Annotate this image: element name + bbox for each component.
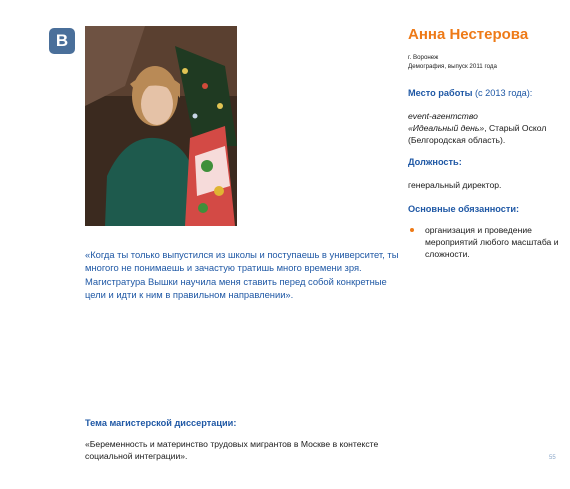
person-name: Анна Нестерова: [408, 26, 529, 43]
bullet-dot: [410, 228, 414, 232]
thesis-block: [85, 418, 415, 462]
position-value: генеральный директор.: [408, 179, 502, 190]
person-city: г. Воронеж: [408, 54, 439, 61]
page-number: 55: [549, 455, 556, 461]
duties-heading: Основные обязанности:: [408, 203, 520, 214]
portrait-photo: [85, 26, 237, 226]
profile-panel: [408, 26, 564, 260]
thesis-title: «Беременность и материнство трудовых мигрантов в Москве в контексте социальной интеграции».: [85, 439, 379, 462]
person-program: Демография, выпуск 2011 года: [408, 63, 497, 70]
duty-item: [408, 224, 564, 261]
vk-icon[interactable]: B: [49, 28, 75, 54]
workplace-heading: Место работы (с 2013 года):: [408, 88, 533, 98]
workplace-value: event-агентство «Идеальный день», Старый Оскол (Белгородская область).: [408, 111, 547, 146]
position-heading: Должность:: [408, 156, 462, 167]
quote-text: «Когда ты только выпустился из школы и поступаешь в университет, ты многого не понимаешь и зачастую тратишь много времени зря. Магистратура Вышки научила меня ставить перед собой конкретные цели и идти к ним в правильном направлении».: [85, 249, 399, 301]
duty-text: организация и проведение мероприятий любого масштаба и сложности.: [425, 224, 559, 260]
thesis-heading: Тема магистерской диссертации:: [85, 418, 237, 428]
